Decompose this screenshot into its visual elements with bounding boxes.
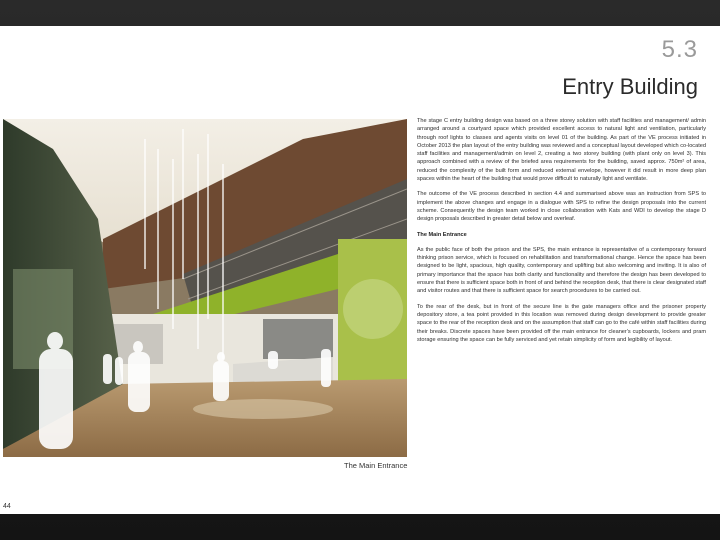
image-caption: The Main Entrance <box>344 461 408 470</box>
section-number: 5.3 <box>661 36 698 63</box>
body-paragraph-4: To the rear of the desk, but in front of the secure line is the gate managers office and the prisoner property depository store, a tea point provided in this location was removed during design development to provide greater space to the rear of the reception desk and on the assumption that staff can go to the café within staff facilities during their breaks. Discrete spaces have been provided off the main entrance for cleaner's cupboards, lockers and pram storage ensuring the space can be fully serviced and yet retain simplicity of form and legibility of layout. <box>417 303 706 343</box>
body-paragraph-3: As the public face of both the prison and the SPS, the main entrance is representative of a contemporary forward thinking prison service, which is focused on rehabilitation and transformational change. Hence the space has been designed to be light, spacious, high quality, contemporary and uplifting but also welcoming and inviting. It is also of primary importance that the space has both clarity and functionality and therefore the design has been developed to ensure that there is sufficient space both in front of and behind the reception desk, that there is clear designated staff and visitor routes and that there is sufficient space for search procedures to be carried out. <box>417 246 706 295</box>
subheading-main-entrance: The Main Entrance <box>417 231 467 238</box>
page-title: Entry Building <box>562 74 698 99</box>
body-paragraph-2: The outcome of the VE process described in section 4.4 and summarised above was an instruction from SPS to implement the above changes and engage in a dialogue with SPS to refine the design proposals into the current scheme. Consequently the design team worked in close collaboration with Kats and WDI to develop the stage D design proposals described in greater detail below and overleaf. <box>417 191 706 223</box>
body-text-column <box>417 117 706 351</box>
page-number: 44 <box>3 503 11 510</box>
document-page <box>0 26 720 514</box>
body-paragraph-1: The stage C entry building design was based on a three storey solution with staff facilities and management/ admin arranged around a courtyard space which provided excellent access to natural light and ventilation, particularly through roof lights to classes and agents visits on level 01 of the building. As part of the VE process initiated in October 2013 the plan layout of the entry building was reviewed and a conceptual layout developed which co-located staff facilities and management/admin on level 2, creating a two storey building (with plant only on level 3). This approach combined with a review of the briefed area requirements for the building, saved approx. 750m² of area, reduced the complexity of the built form and reduced external envelope, however it did result in more deep plan spaces within the heart of the building that would prove difficult to naturally light and ventilate. <box>417 118 706 183</box>
entrance-render-image <box>3 119 407 457</box>
